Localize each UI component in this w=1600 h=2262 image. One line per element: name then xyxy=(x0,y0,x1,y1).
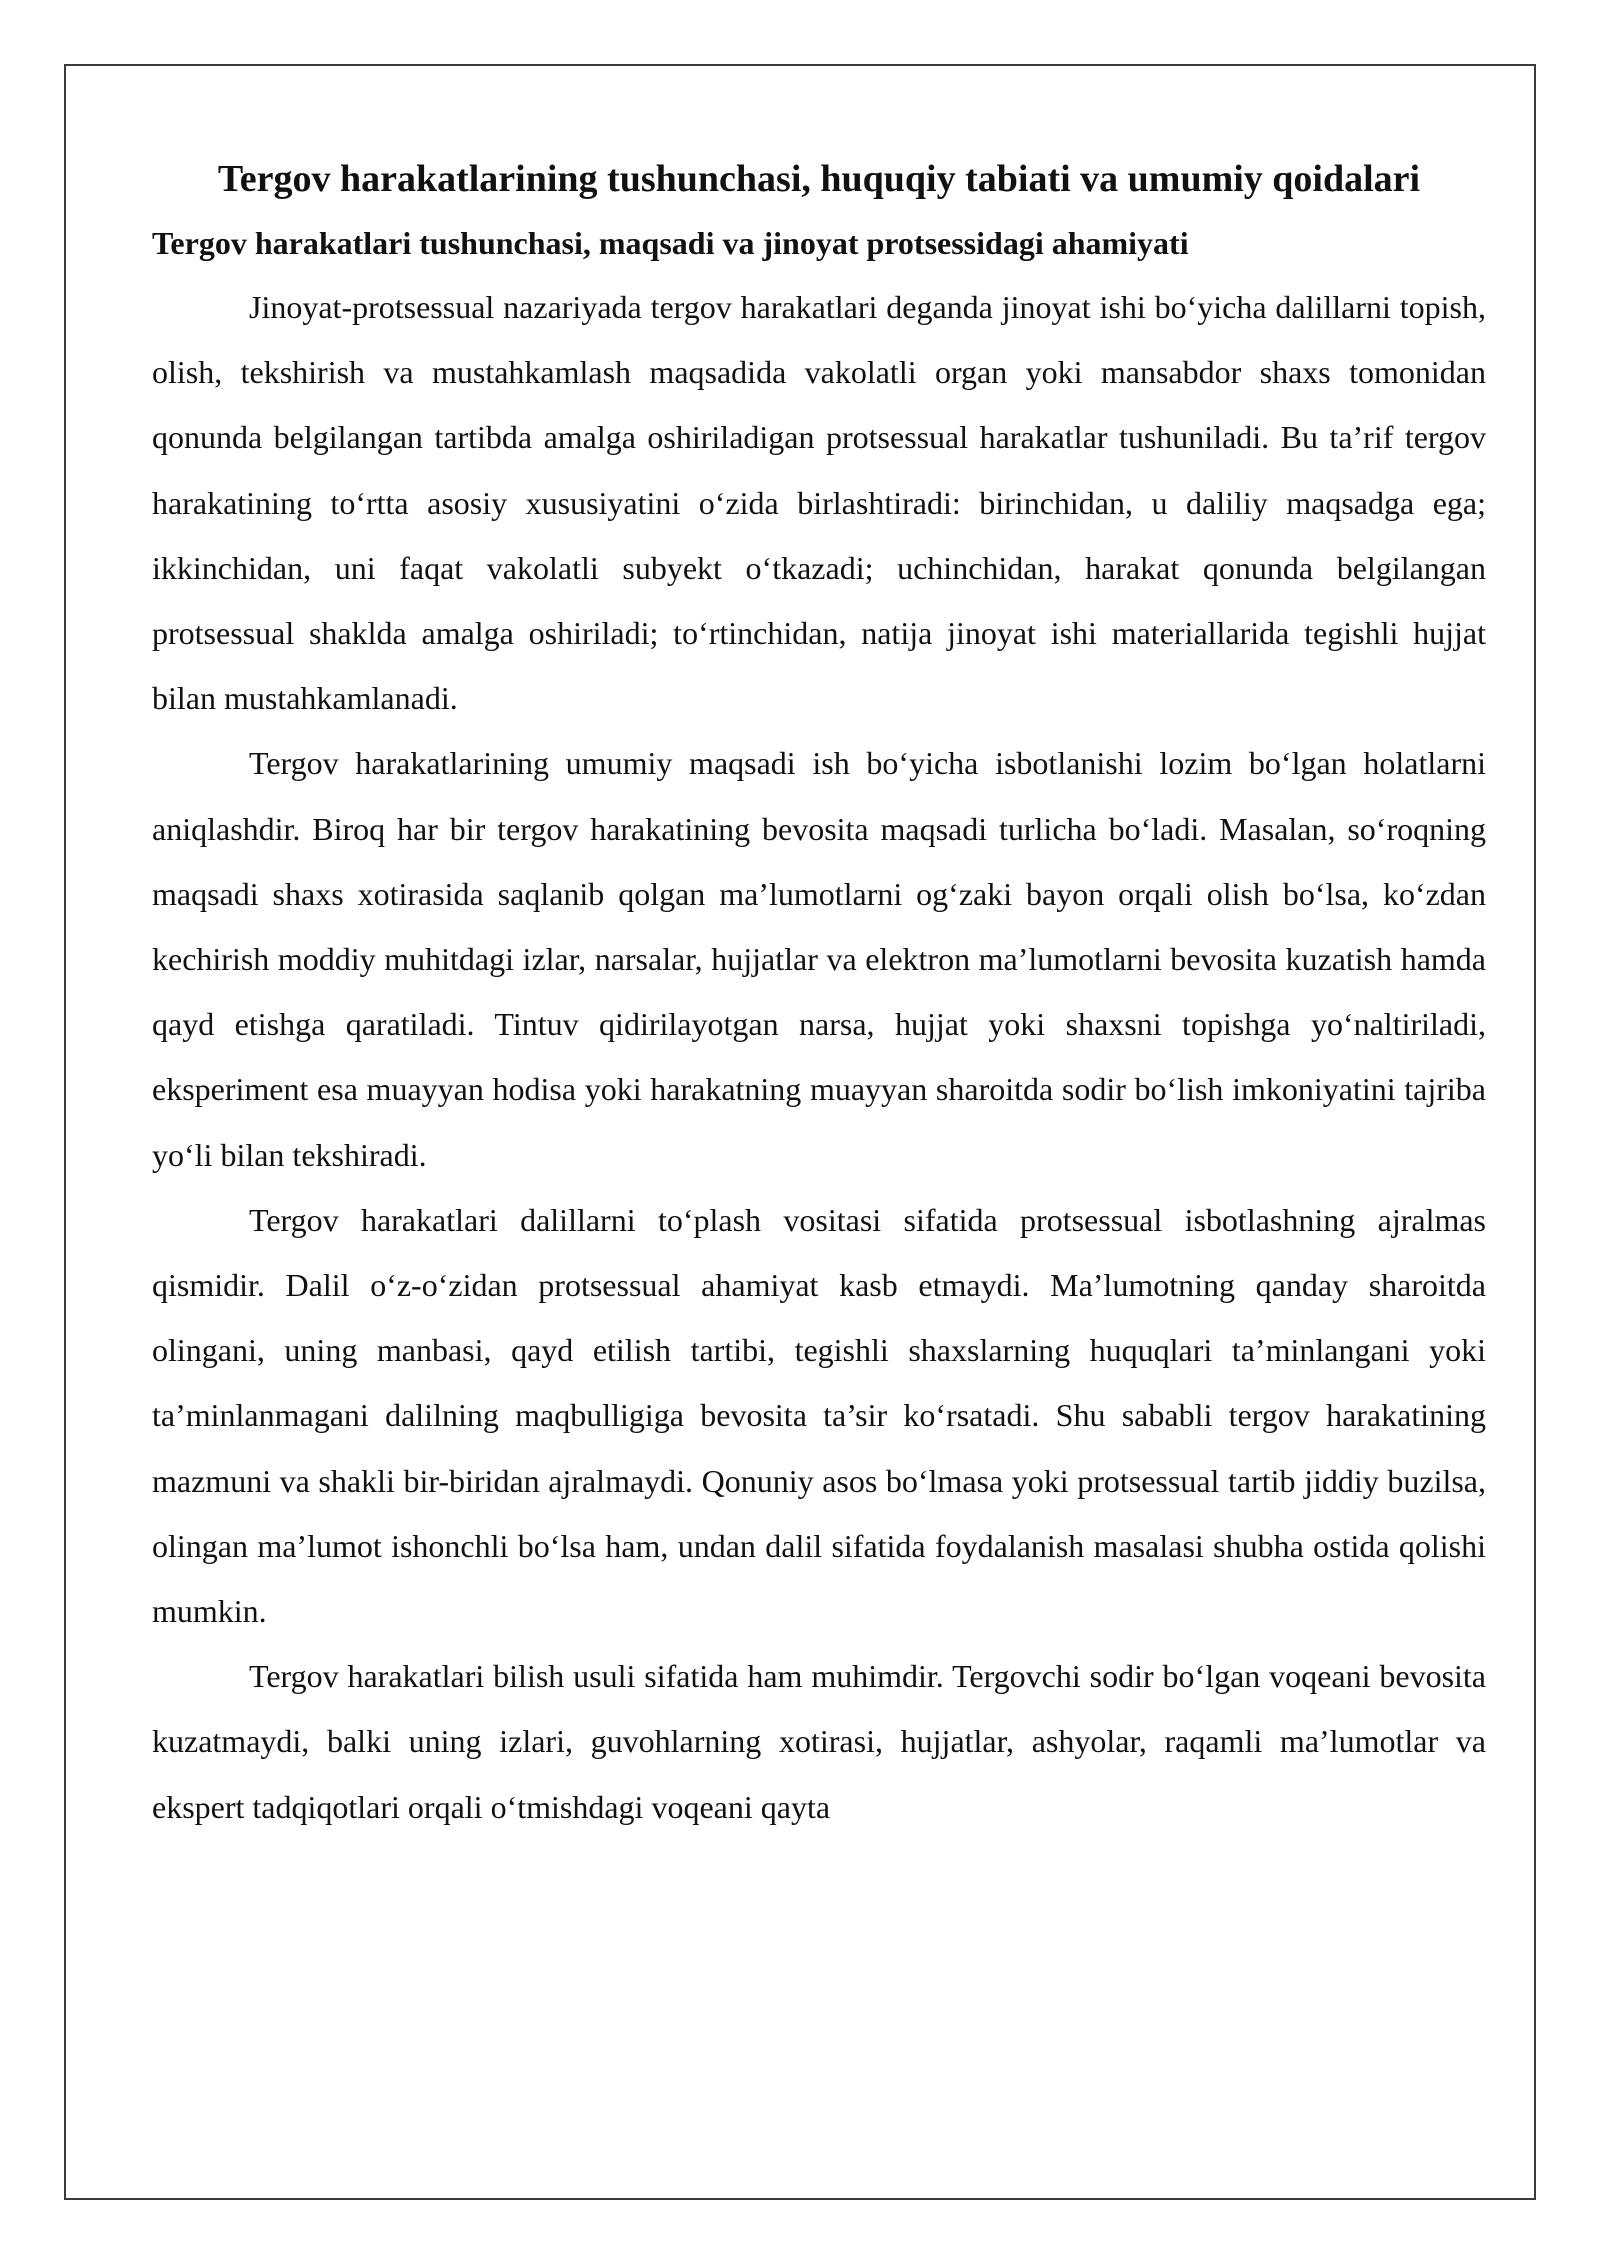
section-heading: Tergov harakatlari tushunchasi, maqsadi va jinoyat protsessidagi ahamiyati xyxy=(152,225,1189,261)
paragraph-3: Tergov harakatlari dalillarni to‘plash vositasi sifatida protsessual isbotlashning ajralmas qismidir. Dalil o‘z-o‘zidan protsessual ahamiyat kasb etmaydi. Ma’lumotning qanday sharoitda olingani, uning manbasi, qayd etilish tartibi, tegishli shaxslarning huquqlari ta’minlangani yoki ta’minlanmagani dalilning maqbulligiga bevosita ta’sir ko‘rsatadi. Shu sababli tergov harakatining mazmuni va shakli bir-biridan ajralmaydi. Qonuniy asos bo‘lmasa yoki protsessual tartib jiddiy buzilsa, olingan ma’lumot ishonchli bo‘lsa ham, undan dalil sifatida foydalanish masalasi shubha ostida qolishi mumkin. xyxy=(152,1201,1486,1630)
document-title: Tergov harakatlarining tushunchasi, huquqiy tabiati va umumiy qoidalari xyxy=(217,158,1421,200)
paragraph-2: Tergov harakatlarining umumiy maqsadi ish bo‘yicha isbotlanishi lozim bo‘lgan holatlarni aniqlashdir. Biroq har bir tergov harakatining bevosita maqsadi turlicha bo‘ladi. Masalan, so‘roqning maqsadi shaxs xotirasida saqlanib qolgan ma’lumotlarni og‘zaki bayon orqali olish bo‘lsa, ko‘zdan kechirish moddiy muhitdagi izlar, narsalar, hujjatlar va elektron ma’lumotlarni bevosita kuzatish hamda qayd etishga qaratiladi. Tintuv qidirilayotgan narsa, hujjat yoki shaxsni topishga yo‘naltiriladi, eksperiment esa muayyan hodisa yoki harakatning muayyan sharoitda sodir bo‘lish imkoniyatini tajriba yo‘li bilan tekshiradi. xyxy=(152,745,1486,1173)
document-body xyxy=(152,143,1486,1840)
paragraph-4: Tergov harakatlari bilish usuli sifatida ham muhimdir. Tergovchi sodir bo‘lgan voqeani bevosita kuzatmaydi, balki uning izlari, guvohlarning xotirasi, hujjatlar, ashyolar, raqamli ma’lumotlar va ekspert tadqiqotlari orqali o‘tmishdagi voqeani qayta xyxy=(152,1658,1486,1825)
paragraph-1: Jinoyat-protsessual nazariyada tergov harakatlari deganda jinoyat ishi bo‘yicha dalillarni topish, olish, tekshirish va mustahkamlash maqsadida vakolatli organ yoki mansabdor shaxs tomonidan qonunda belgilangan tartibda amalga oshiriladigan protsessual harakatlar tushuniladi. Bu ta’rif tergov harakatining to‘rtta asosiy xususiyatini o‘zida birlashtiradi: birinchidan, u daliliy maqsadga ega; ikkinchidan, uni faqat vakolatli subyekt o‘tkazadi; uchinchidan, harakat qonunda belgilangan protsessual shaklda amalga oshiriladi; to‘rtinchidan, natija jinoyat ishi materiallarida tegishli hujjat bilan mustahkamlanadi. xyxy=(152,289,1486,717)
